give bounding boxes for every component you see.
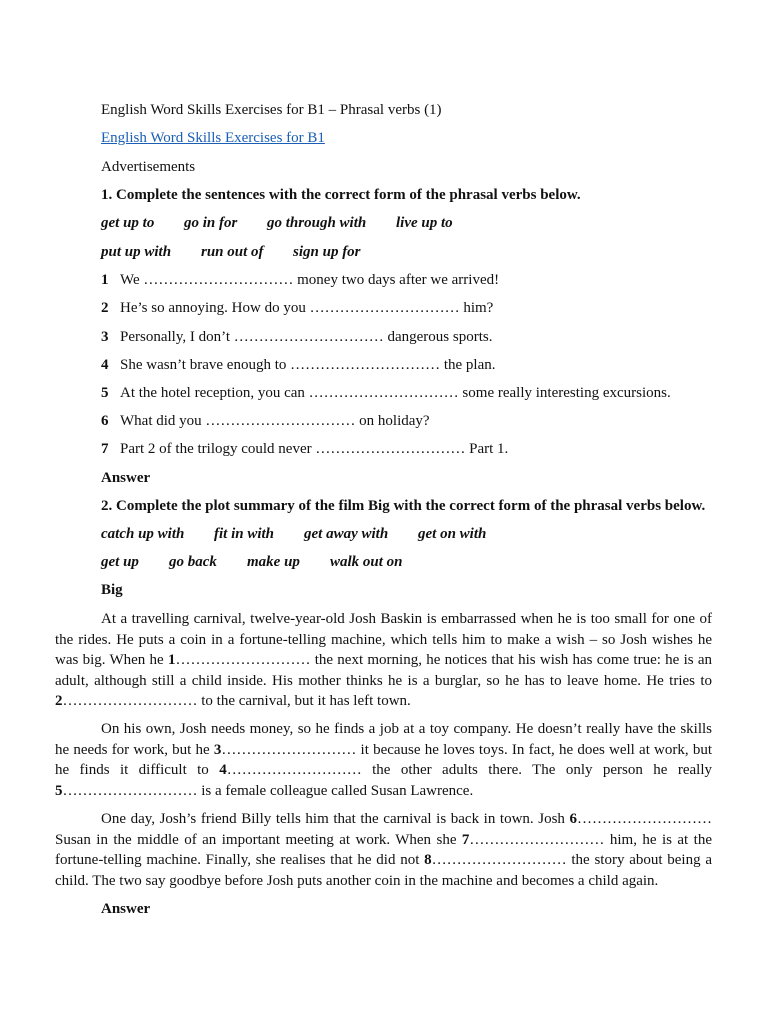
story-paragraph-1: At a travelling carnival, twelve-year-old Josh Baskin is embarrassed when he is too small for one of the rides. He puts a coin in a fortune-telling machine, which tells him to make a wish – so Josh wishes he was big. When he 1……………………… the next morning, he notices that his wish has come true: he is an adult, although still a child inside. His mother thinks he is a burglar, so he has to leave home. He tries to 2……………………… to the carnival, but it has left town. <box>55 611 713 709</box>
word-bank-item: make up <box>247 554 300 570</box>
word-bank-item: run out of <box>201 244 264 260</box>
word-bank-item: go in for <box>184 215 238 231</box>
exercise-1-item: 3 Personally, I don’t ………………………… dangerous sports. <box>101 329 493 345</box>
word-bank-item: sign up for <box>293 244 361 260</box>
exercise-1-answer-link[interactable]: Answer <box>101 470 151 486</box>
exercise-1-item: 2 He’s so annoying. How do you ………………………… him? <box>101 300 494 316</box>
exercise-1-item: 4 She wasn’t brave enough to ………………………… the plan. <box>101 357 496 373</box>
word-bank-item: live up to <box>396 215 453 231</box>
exercise-1-item: 1 We ………………………… money two days after we arrived! <box>101 272 500 288</box>
advertisements-label: Advertisements <box>101 159 196 175</box>
word-bank-item: go back <box>169 554 217 570</box>
word-bank-item: catch up with <box>101 526 185 542</box>
exercise-2-answer-link[interactable]: Answer <box>101 901 151 917</box>
exercise-1-item: 5 At the hotel reception, you can ………………………… some really interesting excursions. <box>101 385 671 401</box>
exercise-2-heading: 2. Complete the plot summary of the film Big with the correct form of the phrasal verbs below. <box>101 498 706 514</box>
word-bank-item: get up to <box>101 215 155 231</box>
page-title: English Word Skills Exercises for B1 – Phrasal verbs (1) <box>101 102 442 118</box>
word-bank-item: get up <box>101 554 139 570</box>
exercise-1-word-bank-row-2 <box>101 242 712 262</box>
word-bank-item: put up with <box>101 244 172 260</box>
exercise-1-item: 6 What did you ………………………… on holiday? <box>101 413 430 429</box>
exercise-2-word-bank-row-1 <box>101 524 712 544</box>
exercise-2-word-bank-row-2 <box>101 552 712 572</box>
word-bank-item: get away with <box>304 526 389 542</box>
exercise-1-item: 7 Part 2 of the trilogy could never ………………………… Part 1. <box>101 441 509 457</box>
story-title: Big <box>101 582 123 598</box>
word-bank-item: fit in with <box>214 526 275 542</box>
exercise-1-heading: 1. Complete the sentences with the correct form of the phrasal verbs below. <box>101 187 581 203</box>
exercise-1-word-bank-row-1 <box>101 213 712 233</box>
word-bank-item: get on with <box>418 526 487 542</box>
story-paragraph-3: One day, Josh’s friend Billy tells him that the carnival is back in town. Josh 6……………………… Susan in the middle of an important meeting at work. When she 7……………………… him, he is at the fortune-telling machine. Finally, she realises that he did not 8……………………… the story about being a child. The two say goodbye before Josh puts another coin in the machine and becomes a child again. <box>55 811 712 889</box>
story-paragraph-2: On his own, Josh needs money, so he finds a job at a toy company. He doesn’t really have the skills he needs for work, but he 3……………………… it because he loves toys. In fact, he does well at work, but he finds it difficult to 4……………………… the other adults there. The only person he really 5……………………… is a female colleague called Susan Lawrence. <box>55 721 712 799</box>
word-bank-item: go through with <box>267 215 367 231</box>
word-bank-item: walk out on <box>330 554 403 570</box>
series-link[interactable]: English Word Skills Exercises for B1 <box>101 130 325 146</box>
